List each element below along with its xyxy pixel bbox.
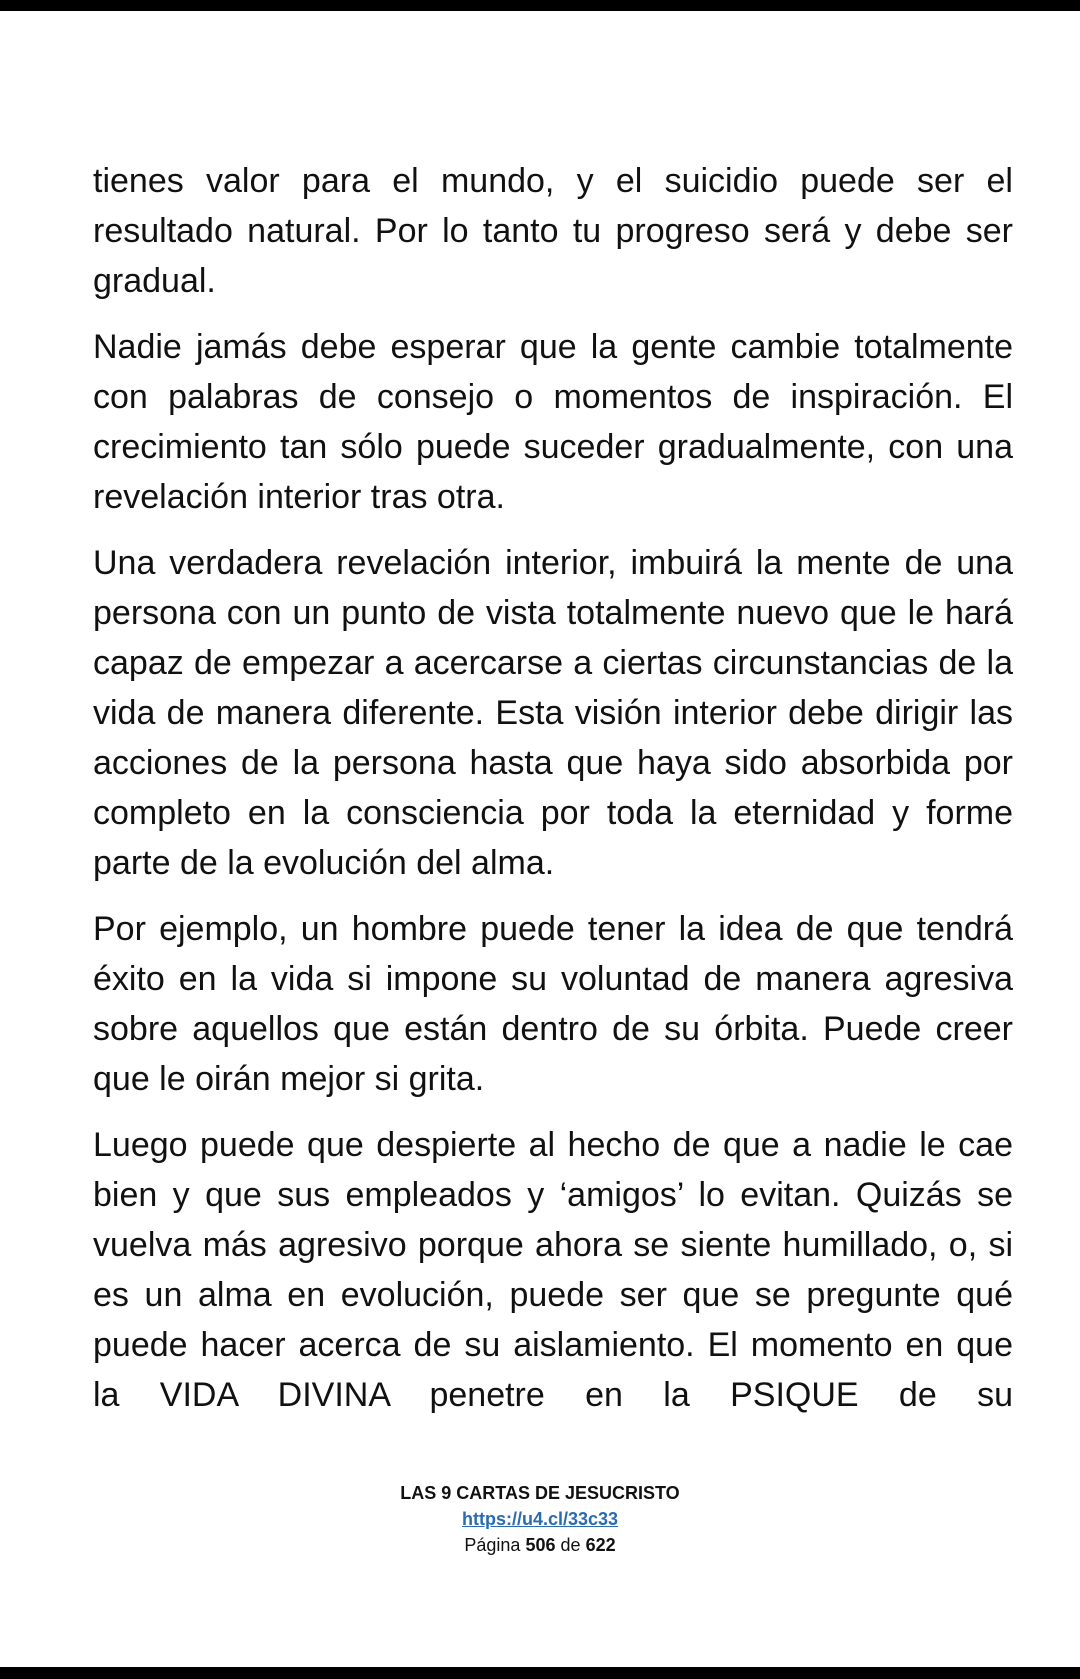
page-total: 622 bbox=[585, 1535, 616, 1555]
page-footer bbox=[0, 1480, 1080, 1558]
page-body bbox=[93, 156, 1013, 1436]
bottom-border bbox=[0, 1667, 1080, 1679]
page-number bbox=[0, 1532, 1080, 1558]
paragraph-2: Nadie jamás debe esperar que la gente cambie totalmente con palabras de consejo o momentos de inspiración. El crecimiento tan sólo puede suceder gradualmente, con una revelación interior tras otra. bbox=[93, 328, 1013, 516]
paragraph-1: tienes valor para el mundo, y el suicidio puede ser el resultado natural. Por lo tanto tu progreso será y debe ser gradual. bbox=[93, 162, 1013, 300]
top-border bbox=[0, 0, 1080, 11]
page-current: 506 bbox=[525, 1535, 556, 1555]
page-word: Página bbox=[464, 1535, 521, 1555]
paragraph-5: Luego puede que despierte al hecho de que a nadie le cae bien y que sus empleados y ‘amigos’ lo evitan. Quizás se vuelva más agresivo porque ahora se siente humillado, o, si es un alma en evolución, puede ser que se pregunte qué puede hacer acerca de su aislamiento. El momento en que la VIDA DIVINA penetre en la PSIQUE de su bbox=[93, 1126, 1013, 1414]
book-title: LAS 9 CARTAS DE JESUCRISTO bbox=[400, 1483, 680, 1503]
paragraph-3: Una verdadera revelación interior, imbuirá la mente de una persona con un punto de vista totalmente nuevo que le hará capaz de empezar a acercarse a ciertas circunstancias de la vida de manera diferente. Esta visión interior debe dirigir las acciones de la persona hasta que haya sido absorbida por completo en la consciencia por toda la eternidad y forme parte de la evolución del alma. bbox=[93, 544, 1013, 882]
book-link[interactable]: https://u4.cl/33c33 bbox=[461, 1509, 619, 1529]
paragraph-4: Por ejemplo, un hombre puede tener la idea de que tendrá éxito en la vida si impone su voluntad de manera agresiva sobre aquellos que están dentro de su órbita. Puede creer que le oirán mejor si grita. bbox=[93, 910, 1013, 1098]
page-of: de bbox=[560, 1535, 581, 1555]
